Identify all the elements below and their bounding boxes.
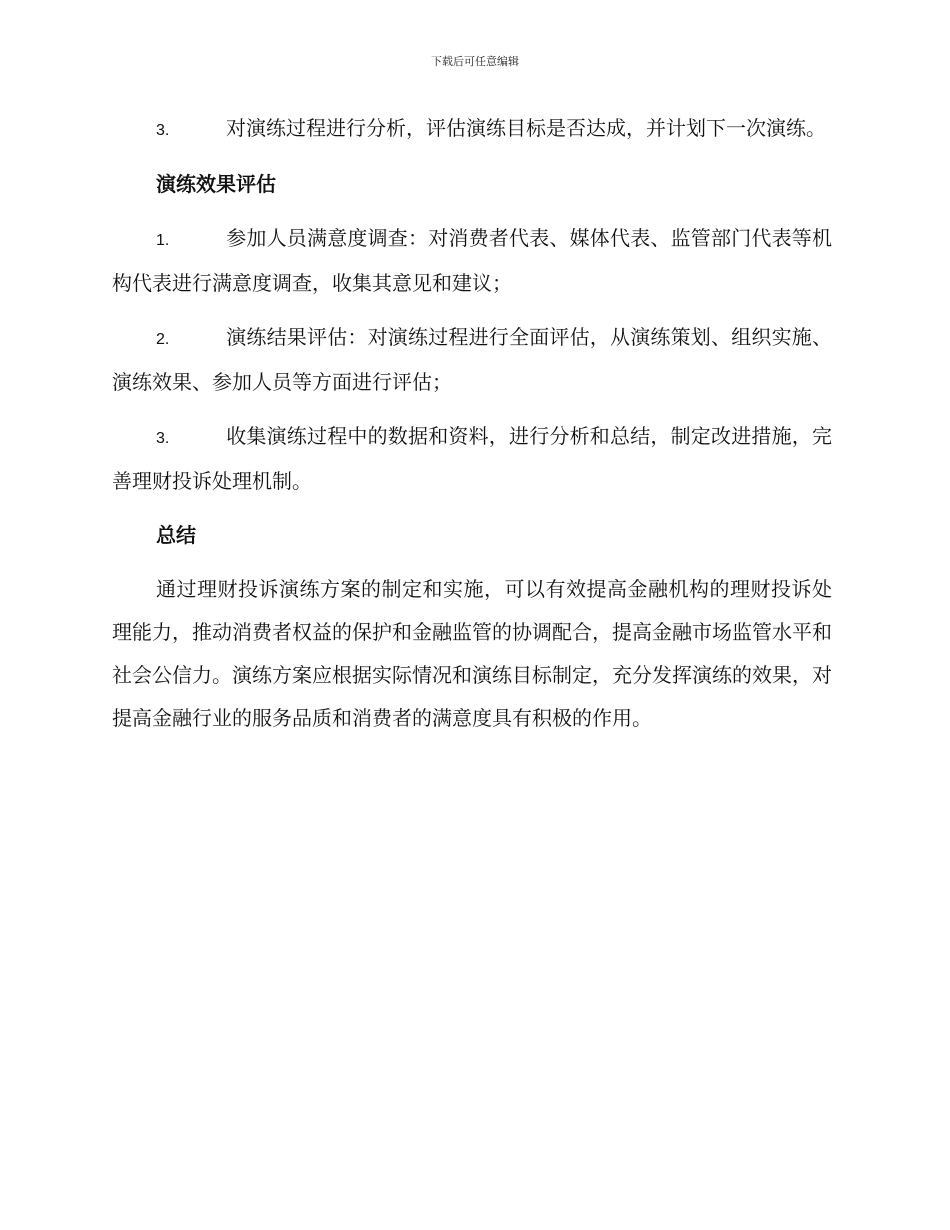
list-item-text: 对演练过程进行分析，评估演练目标是否达成，并计划下一次演练。 (226, 116, 826, 140)
evaluation-list-item (112, 316, 832, 404)
document-body (112, 107, 832, 740)
list-item-text: 演练结果评估：对演练过程进行全面评估，从演练策划、组织实施、演练效果、参加人员等方面进行评估； (112, 325, 832, 394)
summary-paragraph: 通过理财投诉演练方案的制定和实施，可以有效提高金融机构的理财投诉处理能力，推动消费者权益的保护和金融监管的协调配合，提高金融市场监管水平和社会公信力。演练方案应根据实际情况和演练目标制定，充分发挥演练的效果，对提高金融行业的服务品质和消费者的满意度具有积极的作用。 (112, 577, 832, 730)
list-item-text: 参加人员满意度调查：对消费者代表、媒体代表、监管部门代表等机构代表进行满意度调查，收集其意见和建议； (112, 226, 832, 295)
page-header: 下载后可任意编辑 (431, 55, 519, 68)
list-item-number: 2. (156, 331, 170, 348)
section-heading-evaluation: 演练效果评估 (156, 172, 276, 196)
intro-list-item (112, 107, 832, 152)
evaluation-list-item (112, 415, 832, 503)
evaluation-list-item (112, 217, 832, 305)
list-item-number: 3. (156, 122, 170, 139)
list-item-number: 3. (156, 430, 170, 447)
list-item-number: 1. (156, 232, 170, 249)
list-item-text: 收集演练过程中的数据和资料，进行分析和总结，制定改进措施，完善理财投诉处理机制。 (112, 424, 832, 493)
section-heading-summary: 总结 (156, 523, 196, 547)
